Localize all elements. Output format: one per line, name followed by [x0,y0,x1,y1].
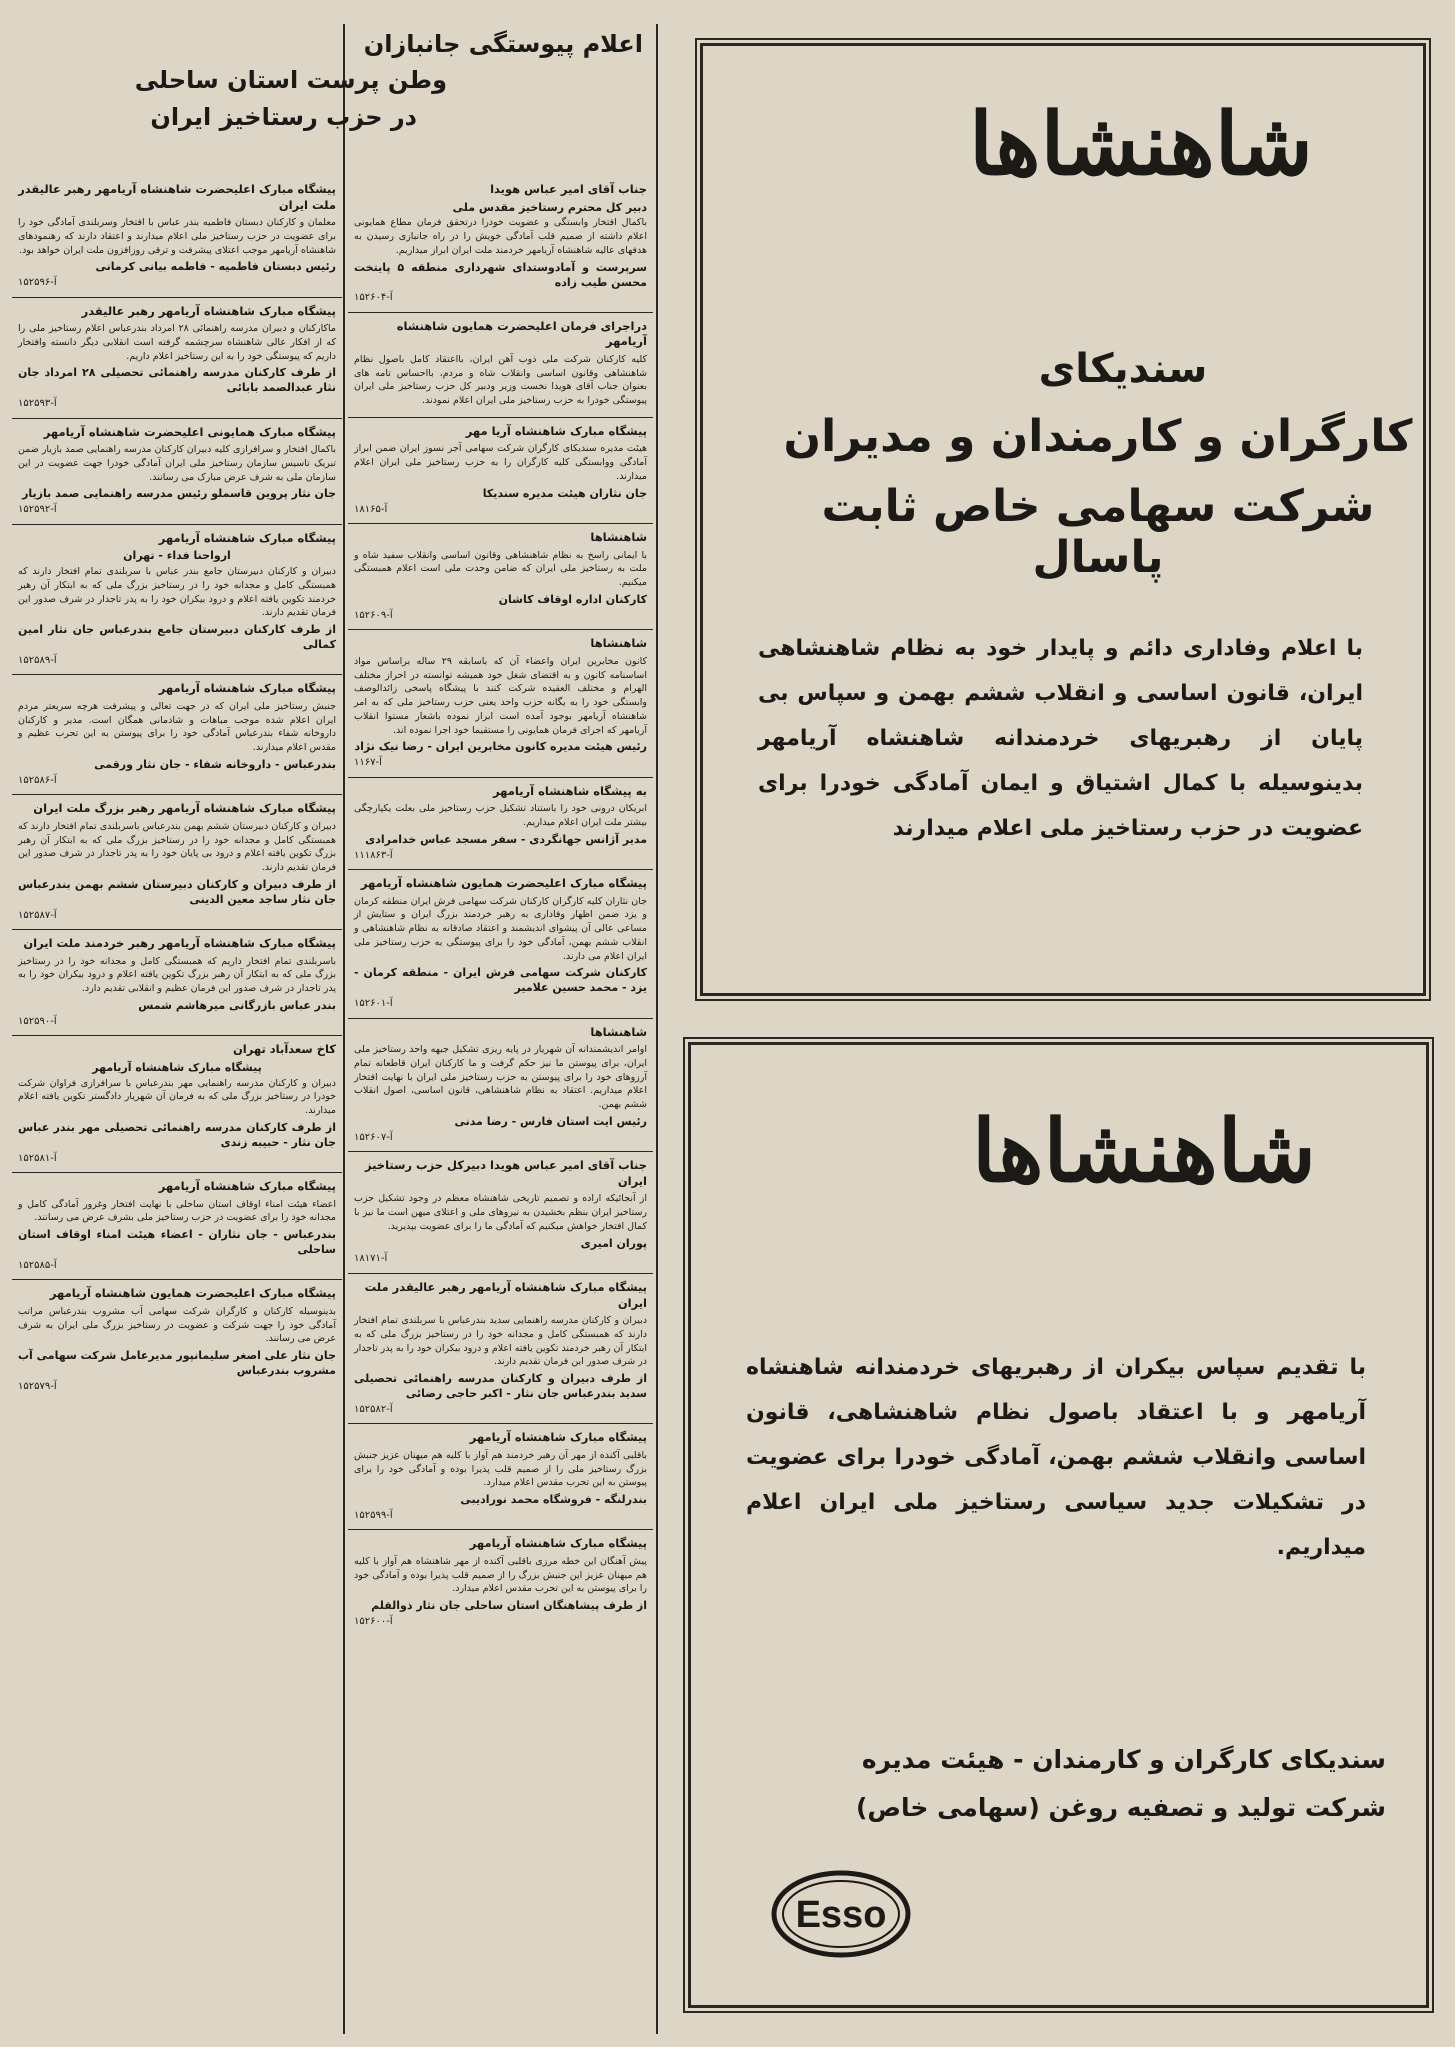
notice-subtitle: پیشگاه مبارک شاهنشاه آریامهر [92,1060,262,1074]
notice [12,525,342,676]
notice [348,630,653,777]
notice-body: باکمال افتخار و سرافرازی کلیه دبیران کارکنان مدرسه راهنمایی صمد بازیار ضمن تبریک تاسیس سازمان رستاخیز ملی ایران آمادگی خودرا جهت عضویت در این سازمان ملی به شرف عرض مبارک می رسانند. [18,444,336,483]
notice-signature: کارکنان اداره اوقاف کاشان [498,592,647,606]
notice-signature: از طرف دبیران و کارکنان مدرسه راهنمائی تحصیلی سدید بندرعباس جان نثار - اکبر حاجی رضائی [354,1372,647,1400]
ad-org-line-2: کارگران و کارمندان و مدیران [783,411,1413,462]
notice-body: معلمان و کارکنان دبستان فاطمیه بندر عباس با افتخار وسربلندی آمادگی خود را برای عضویت در حزب رستاخیز ملی اعلام میدارند و اعتقاد دارند که رهنمودهای شاهنشاه آریامهر موجب اعتلای پیشرفت و ترقی روزافزون ملت ایران خواهد بود. [18,217,336,256]
notice-code: آ-۱۵۲۵۷۹ [18,1380,57,1392]
notice-title: پیشگاه مبارک شاهنشاه آریامهر [158,1179,336,1194]
notice [12,298,342,419]
notice-body: از آنجائیکه اراده و تصمیم تاریخی شاهنشاه معظم در وجود تشکیل حزب رستاخیز ایران بنظم بخشیدن به نیروهای ملی و اعتلای میهن است ما نیز با کمال افتخار خواهش میکنیم که آمادگی ما را برای عضویت بپذیرید. [354,1193,647,1232]
notice-signature: جان نثار پروین قاسملو رئیس مدرسه راهنمایی صمد بازیار [22,487,336,501]
notice-body: بدینوسیله کارکنان و کارگران شرکت سهامی آب مشروب بندرعباس مراتب آمادگی خود را جهت شرکت و عضویت در رستاخیز بزرگ ملی ایران به شرف عرض می رسانند. [18,1305,336,1345]
notice-body: اوامر اندیشمندانه آن شهریار در پایه ریزی تشکیل جبهه واحد رستاخیز ملی ایران، برای پیوستن ما نیز حکم گرفت و ما کارکنان ایران قاطعانه تمام آرزوهای خود را برای پیوستن به حزب رستاخیز ملی ایران با نهایت افتخار اعلام میداریم. اعتقاد به نظام شاهنشاهی، قانون اساسی، اصول انقلاب ششم بهمن. [354,1044,647,1111]
notice-title: جناب آقای امیر عباس هویدا دبیرکل حزب رستاخیز ایران [364,1158,647,1188]
notice-title: پیشگاه مبارک اعلیحضرت همایون شاهنشاه آریامهر [360,876,647,891]
ad-org-line-1: سندیکای [1038,346,1208,392]
notice-title: پیشگاه مبارک اعلیحضرت همایون شاهنشاه آریامهر [49,1286,336,1301]
esso-logo-icon [771,1870,911,1958]
notice-signature: مدیر آژانس جهانگردی - سفر مسجد عباس خدامرادی [365,832,647,846]
notice-body: اعضاء هیئت امناء اوقاف استان ساحلی با نهایت افتخار وغرور آمادگی کامل و مجدانه خود را برای عضویت در حزب رستاخیز ملی بشرف عرض می رسانند. [18,1198,336,1224]
ad-heading: شاهنشاها [968,94,1313,195]
notice-code: آ-۱۵۲۵۹۳ [18,398,57,410]
notice-signature: از طرف کارکنان مدرسه راهنمائی تحصیلی مهر بندر عباس جان نثار - حبیبه زندی [18,1120,336,1149]
notice-signature: بندرلنگه - فروشگاه محمد نورادیبی [460,1493,647,1507]
notices-column-left [12,176,342,2034]
notice [348,1424,653,1530]
notice-title: پیشگاه مبارک شاهنشاه آریامهر رهبر خردمند ملت ایران [23,936,336,951]
notice-title: پیشگاه مبارک شاهنشاه آریامهر رهبر بزرگ ملت ایران [33,801,336,816]
notice-body: با ایمانی راسخ به نظام شاهنشاهی وقانون اساسی وانقلاب سفید شاه و ملت به رستاخیز ملی ایران که ضامن وحدت ملی است اعلام همبستگی میکنیم. [354,549,647,589]
notice-code: آ-۱۵۲۵۹۰ [18,1015,57,1027]
header-block [12,20,653,170]
notice-subtitle: ارواحنا فداء - تهران [123,549,231,563]
notice-code: آ-۱۵۲۵۹۶ [18,277,57,289]
notice-title: پیشگاه مبارک شاهنشاه آریا مهر [465,423,647,438]
notice-code: آ-۱۵۲۶۰۷ [354,1131,393,1143]
header-line-3: در حزب رستاخیز ایران [150,102,417,131]
notice-code: آ-۱۵۲۵۹۲ [18,504,57,516]
notice-code: آ-۱۸۱۷۱ [354,1253,388,1265]
column-divider [343,24,345,2034]
notice [348,176,653,313]
notice-title: پیشگاه مبارک شاهنشاه آریامهر [158,681,336,696]
notice-code: آ-۱۵۲۵۸۲ [354,1403,393,1415]
notice-code: آ-۱۸۱۶۵ [354,503,388,515]
notice-title: پیشگاه مبارک شاهنشاه آریامهر رهبر عالیقدر ملت ایران [364,1279,647,1310]
ad-signature-line-1: سندیکای کارگران و کارمندان - هیئت مدیره [861,1745,1386,1774]
notice-code: آ-۱۵۲۵۸۷ [18,909,57,921]
notice [348,778,653,870]
notice [12,1280,342,1400]
notice-title: پیشگاه مبارک شاهنشاه آریامهر [469,1536,647,1551]
notice-code: آ-۱۵۲۶۰۰ [354,1616,393,1628]
ad-org-line-3: شرکت سهامی خاص ثابت پاسال [821,481,1375,583]
notice-signature: از طرف دبیران و کارکنان دبیرستان ششم بهمن بندرعباس جان نثار ساجد معین الدینی [18,877,336,906]
notice-title: پیشگاه مبارک شاهنشاه آریامهر رهبر عالیقدر [81,303,336,318]
notice [12,176,342,298]
notice-code: آ-۱۵۲۶۰۴ [354,292,393,304]
notice-body: ابریکان درونی خود را باستناد تشکیل حزب رستاخیز ملی بعلت یکپارچگی بیشتر ملت ایران اعلام میداریم. [354,803,647,828]
notice-title: پیشگاه مبارک اعلیحضرت شاهنشاه آریامهر رهبر عالیقدر ملت ایران [18,182,336,212]
column-divider [656,24,658,2034]
notice-body: جان نثاران کلیه کارگران کارکنان شرکت سهامی فرش ایران منطقه کرمان و یزد ضمن اظهار وفاداری به رهبر خردمند بزرگ ایران و ستایش از مساعی عالی آن پیشوای اندیشمند و اعتقاد صادقانه به نظام شاهنشاهی و انقلاب ششم بهمن، آمادگی خود را برای پیوستگی به حزب رستاخیز ملی ایران اعلام می دارند. [354,895,647,962]
notice [348,870,653,1019]
notice [12,795,342,930]
notice-signature: از طرف کارکنان مدرسه راهنمائی تحصیلی ۲۸ امرداد جان نثار عبدالصمد بابائی [18,366,336,395]
esso-logo [771,1870,911,1958]
notice-title: شاهنشاها [590,636,647,651]
advertisement-oil-refining [688,1042,1429,2008]
notice-title: پیشگاه مبارک شاهنشاه آریامهر [158,530,336,545]
notice-code: آ-۱۵۲۵۸۱ [18,1152,57,1164]
notice [12,1036,342,1173]
notice [12,930,342,1036]
notice-code: آ-۱۵۲۶۰۹ [354,609,393,621]
notice-body: پیش آهنگان این خطه مرزی باقلبی آکنده از مهر شاهنشاه هم آواز با کلیه هم میهنان عزیز این جنبش بزرگ را از صمیم قلب پذیرا بوده و آمادگی خود را برای پیوستن به این تحرب مقدس اعلام میدارد. [354,1555,647,1595]
header-line-2: وطن پرست استان ساحلی [134,66,447,95]
notice-signature: از طرف کارکنان دبیرستان جامع بندرعباس جان نثار امین کمالی [18,623,336,652]
notice [348,418,653,524]
ad-signature-line-2: شرکت تولید و تصفیه روغن (سهامی خاص) [855,1793,1386,1822]
notice-signature: رئیس هیئت مدیره کانون مخابرین ایران - رضا نیک نژاد [354,740,647,754]
notice-signature: بندرعباس - جان نثاران - اعضاء هیئت امناء اوقاف استان ساحلی [18,1228,336,1257]
notice-title: جناب آقای امیر عباس هویدا [490,182,647,196]
notice-signature: سرپرست و آمادوستدای شهرداری منطقه ۵ پایتخت محسن طیب زاده [354,260,647,289]
notice-body: باسربلندی تمام افتخار داریم که همبستگی کامل و مجدانه خود را در رستاخیز بزرگ ملی که به ابتکار آن رهبر بزرگ تکوین یافته اعلام و درود بیکران خود را به پدر تاجدار در شرف صدور این فرمان عظیم و انقلابی تقدیم دارد. [18,955,336,995]
notice-signature: رئیس ایت استان فارس - رضا مدنی [454,1114,647,1128]
notice-signature: جان نثاران هیئت مدیره سندیکا [482,486,647,500]
notice-signature: کارکنان شرکت سهامی فرش ایران - منطقه کرمان - یزد - محمد حسین علامیر [354,966,647,995]
notice [348,1530,653,1635]
notice [12,1173,342,1280]
header-line-1: اعلام پیوستگی جانبازان [363,30,643,58]
notice [348,524,653,630]
notice [348,1019,653,1153]
notice [348,313,653,418]
notice-title: پیشگاه مبارک شاهنشاه آریامهر [469,1430,647,1445]
notice-subtitle: دبیر کل محترم رستاخیز مقدس ملی [452,200,647,214]
notice-body: کانون مخابرین ایران واعضاء آن که باسابقه ۲۹ ساله براساس مواد اساسنامه کانون و به اقتضای شغل خود همیشه توانسته در احراز مختلف الهرام و مختلف العقیده شرکت کنند با پیشگاه پاسخی زائدالوصف وابستگی خود را به یگانه حزب واحد یعنی حزب رستاخیز ملی که به امر شاهنشاه آریامهر بوجود آمده است ابراز نموده باشعار مستوا انقلاب آریامهر که اجرای فرمان همایونی را مستقیما خود اجرا نموده اند. [354,655,648,736]
notice-title: شاهنشاها [590,530,647,545]
esso-logo-text: Esso [795,1894,887,1936]
notice-body: دبیران و کارکنان دبیرستان جامع بندر عباس با سربلندی تمام افتخار دارند که همبستگی کامل و مجدانه خود را در رستاخیز بزرگ ملی که به ابتکار آن رهبر خردمند تکوین یافته اعلام و درود بیکران خود را به پدر تاجدار در شرف صدور این فرمان تقدیم دارند. [18,566,336,619]
notice-body: جنبش رستاخیز ملی ایران که در جهت تعالی و پیشرفت هرچه سریعتر مردم ایران اعلام شده موجب مباهات و شادمانی همگان است. مدیر و کارکنان داروخانه شفاء بندرعباس آمادگی خود را برای پیوستن به این تحرب عظیم و مقدس اعلام میدارند. [18,700,336,754]
notice-code: آ-۱۱۱۸۶۳ [354,849,393,861]
notice-code: آ-۱۵۲۵۹۹ [354,1509,393,1521]
notice-code: آ-۱۵۲۵۸۵ [18,1259,57,1271]
notice-body: هیئت مدیره سندیکای کارگران شرکت سهامی آجر نسوز ایران ضمن ابراز آمادگی ووابستگی کلیه کارگران را به حزب رستاخیز ملی ایران اعلام میدارند. [354,443,647,482]
notice-title: به پیشگاه شاهنشاه آریامهر [493,783,647,798]
notice-body: دبیران و کارکنان مدرسه راهنمایی سدید بندرعباس با سربلندی تمام افتخار دارند که همبستگی کامل و مجدانه خود را در رستاخیز بزرگ ملی که به ابتکار آن رهبر خردمند تکوین یافته اعلام و درود بیکران خود را به پدر تاجدار در شرف صدور این فرمان تقدیم دارند. [354,1315,647,1368]
notice-signature: از طرف پیشاهنگان استان ساحلی جان نثار ذوالقلم [371,1599,647,1613]
ad-body: با اعلام وفاداری دائم و پایدار خود به نظام شاهنشاهی ایران، قانون اساسی و انقلاب ششم بهمن و سپاس بی پایان از رهبریهای خردمندانه شاهنشاه آریامهر بدینوسیله با کمال اشتیاق و ایمان آمادگی خودرا برای عضویت در حزب رستاخیز ملی اعلام میدارند [758,636,1363,842]
ad-body: با تقدیم سپاس بیکران از رهبریهای خردمندانه شاهنشاه آریامهر و با اعتقاد باصول نظام شاهنشاهی، قانون اساسی وانقلاب ششم بهمن، آمادگی خودرا برای عضویت در تشکیلات جدید سیاسی رستاخیز ملی ایران اعلام میداریم. [746,1355,1366,1561]
notice-body: باقلبی آکنده از مهر آن رهبر خردمند هم آواز با کلیه هم میهنان عزیز جنبش بزرگ رستاخیز ملی را از صمیم قلب پذیرا بوده و آمادگی خود را برای پیوستن به این تحرب مقدس اعلام میدارد. [354,1449,647,1489]
notice-code: آ-۱۱۶۷ [354,757,382,769]
advertisement-pasal [700,43,1426,996]
notice [348,1274,653,1424]
notice-body: کلیه کارکنان شرکت ملی ذوب آهن ایران، بااعتقاد کامل باصول نظام شاهنشاهی وقانون اساسی وانقلاب شاه و مردم، بااحساس تامه های بعنوان جناب آقای هویدا نخست وزیر ودبیر کل حزب رستاخیز ملی ایران پیوستگی خودرا به حزب رستاخیز ملی ایران اعلام نمودند. [354,353,647,407]
notice-signature: پوران امیری [580,1236,647,1250]
notice-body: باکمال افتخار وابستگی و عضویت خودرا درتحقق فرمان مطاع همایونی اعلام داشته از صمیم قلب آمادگی خویش را در راه جانبازی رسیدن به هدفهای عالیه شاهنشاه آریامهر خردمند ملت ایران ابراز میداریم. [354,217,647,256]
notice-code: آ-۱۵۲۶۰۱ [354,998,393,1010]
notice [12,419,342,525]
notice-signature: بندرعباس - داروخانه شفاء - جان نثار ورقمی [94,758,336,772]
notice-signature: رئیس دبستان فاطمیه - فاطمه بیانی کرمانی [95,260,336,274]
notice-body: دبیران و کارکنان دبیرستان ششم بهمن بندرعباس باسربلندی تمام افتخار دارند که همبستگی کامل و مجدانه خود را در رستاخیز بزرگ ملی که به ابتکار آن رهبر بزرگ تکوین یافته اعلام و درود بی پایان خود را به پدر تاجدار در شرف صدور این فرمان تقدیم دارند. [18,820,336,874]
notice-code: آ-۱۵۲۵۸۶ [18,774,57,786]
notice-title: پیشگاه مبارک همایونی اعلیحضرت شاهنشاه آریامهر [43,424,336,439]
notice-body: ماکارکنان و دبیران مدرسه راهنمائی ۲۸ امرداد بندرعباس اعلام رستاخیز ملی را که از افکار عالی شاهنشاه سرچشمه گرفته است انقلابی دیگر دانسته وافتخار داریم که پیوستگی خود را به این رستاخیز اعلام داریم. [18,323,336,362]
notice-title: دراجرای فرمان اعلیحضرت همایون شاهنشاه آریامهر [396,318,647,349]
notices-column-right [348,176,653,2034]
ad-heading: شاهنشاها [971,1101,1316,1202]
notice-title: کاخ سعدآباد تهران [232,1042,336,1057]
notice [12,675,342,795]
notice [348,1152,653,1274]
notice-title: شاهنشاها [590,1024,647,1039]
notice-body: دبیران و کارکنان مدرسه راهنمایی مهر بندرعباس با سرافرازی فراوان شرکت خودرا در رستاخیز بزرگ ملی که به فرمان آن شهریار دادگستر تکوین یافته اعلام میدارند. [18,1077,336,1117]
notice-code: آ-۱۵۲۵۸۹ [18,654,57,666]
notice-signature: بندر عباس بازرگانی میرهاشم شمس [138,998,336,1012]
notice-signature: جان نثار علی اصغر سلیمانپور مدیرعامل شرکت سهامی آب مشروب بندرعباس [18,1349,336,1378]
